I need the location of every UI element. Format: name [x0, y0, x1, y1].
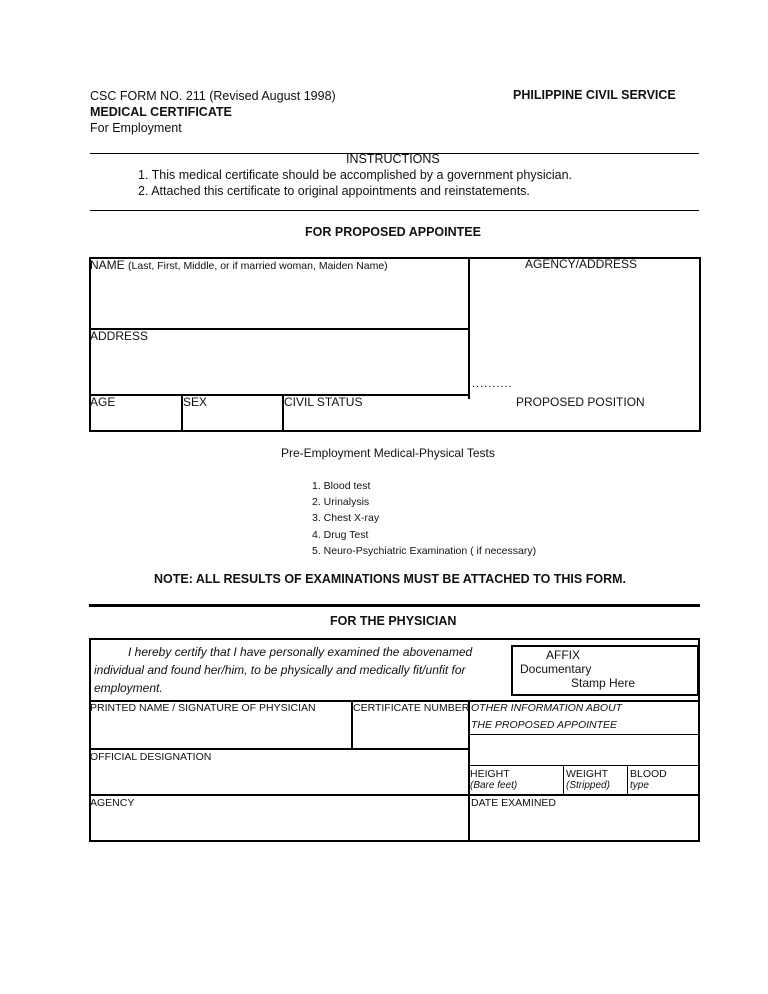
weight-field[interactable] — [566, 768, 610, 791]
age-field[interactable]: AGE — [90, 395, 116, 409]
instruction-item: 1. This medical certificate should be accomplished by a government physician. — [138, 168, 573, 182]
height-field[interactable] — [470, 768, 517, 791]
list-item: 4. Drug Test — [312, 528, 369, 541]
divider — [627, 765, 628, 795]
name-hint: (Last, First, Middle, or if married woman, Maiden Name) — [128, 260, 388, 272]
name-label: NAME — [90, 258, 125, 272]
divider — [89, 394, 470, 396]
agency-field[interactable]: AGENCY — [90, 797, 135, 809]
form-header — [90, 88, 336, 136]
dots: .......... — [472, 378, 513, 390]
instruction-item: 2. Attached this certificate to original appointments and reinstatements. — [138, 184, 530, 198]
stamp-here-label: Stamp Here — [571, 676, 636, 690]
official-designation-field[interactable]: OFFICIAL DESIGNATION — [90, 751, 212, 763]
divider — [89, 748, 470, 750]
blood-sub: type — [630, 780, 649, 791]
address-field[interactable] — [91, 345, 466, 391]
physician-section-title: FOR THE PHYSICIAN — [330, 614, 457, 628]
instructions-title: INSTRUCTIONS — [346, 152, 440, 166]
proposed-position-field[interactable]: PROPOSED POSITION — [516, 395, 645, 409]
documentary-label: Documentary — [520, 662, 592, 676]
form-subtitle: For Employment — [90, 121, 182, 135]
certificate-number-field[interactable]: CERTIFICATE NUMBER — [353, 702, 470, 714]
other-info-label: OTHER INFORMATION ABOUT — [471, 702, 623, 714]
form-number: CSC FORM NO. 211 (Revised August 1998) — [90, 89, 336, 103]
address-label: ADDRESS — [90, 329, 149, 343]
date-examined-field[interactable]: DATE EXAMINED — [471, 797, 556, 809]
other-info-label: THE PROPOSED APPOINTEE — [471, 719, 618, 731]
divider — [563, 765, 564, 795]
divider — [90, 210, 699, 211]
appointee-section-title: FOR PROPOSED APPOINTEE — [305, 225, 481, 239]
height-sub: (Bare feet) — [470, 780, 518, 791]
civil-status-field[interactable]: CIVIL STATUS — [284, 395, 363, 409]
weight-label: WEIGHT — [566, 768, 608, 780]
tests-list — [312, 478, 536, 559]
weight-sub: (Stripped) — [566, 780, 610, 791]
list-item: 3. Chest X-ray — [312, 512, 380, 525]
list-item: 2. Urinalysis — [312, 496, 370, 509]
agency-address-label: AGENCY/ADDRESS — [525, 257, 638, 271]
agency-heading: PHILIPPINE CIVIL SERVICE — [513, 88, 676, 102]
list-item: 1. Blood test — [312, 480, 371, 492]
height-label: HEIGHT — [470, 768, 510, 780]
blood-label: BLOOD — [630, 768, 667, 780]
form-title: MEDICAL CERTIFICATE — [90, 105, 232, 119]
divider — [468, 765, 700, 766]
name-field[interactable] — [90, 258, 388, 272]
certification-statement: I hereby certify that I have personally examined the abovenamed individual and found her/him, to be physically and medically fit/unfit for employment. — [94, 645, 473, 695]
divider — [89, 794, 700, 796]
affix-label: AFFIX — [546, 648, 581, 662]
results-note: NOTE: ALL RESULTS OF EXAMINATIONS MUST BE ATTACHED TO THIS FORM. — [154, 572, 626, 586]
divider — [89, 604, 700, 607]
sex-field[interactable]: SEX — [183, 395, 208, 409]
printed-name-field[interactable]: PRINTED NAME / SIGNATURE OF PHYSICIAN — [90, 702, 316, 714]
list-item: 5. Neuro-Psychiatric Examination ( if necessary) — [312, 544, 537, 557]
blood-type-field[interactable] — [630, 768, 667, 791]
tests-title: Pre-Employment Medical-Physical Tests — [281, 446, 495, 460]
certification-text — [94, 643, 504, 697]
divider — [468, 734, 700, 735]
